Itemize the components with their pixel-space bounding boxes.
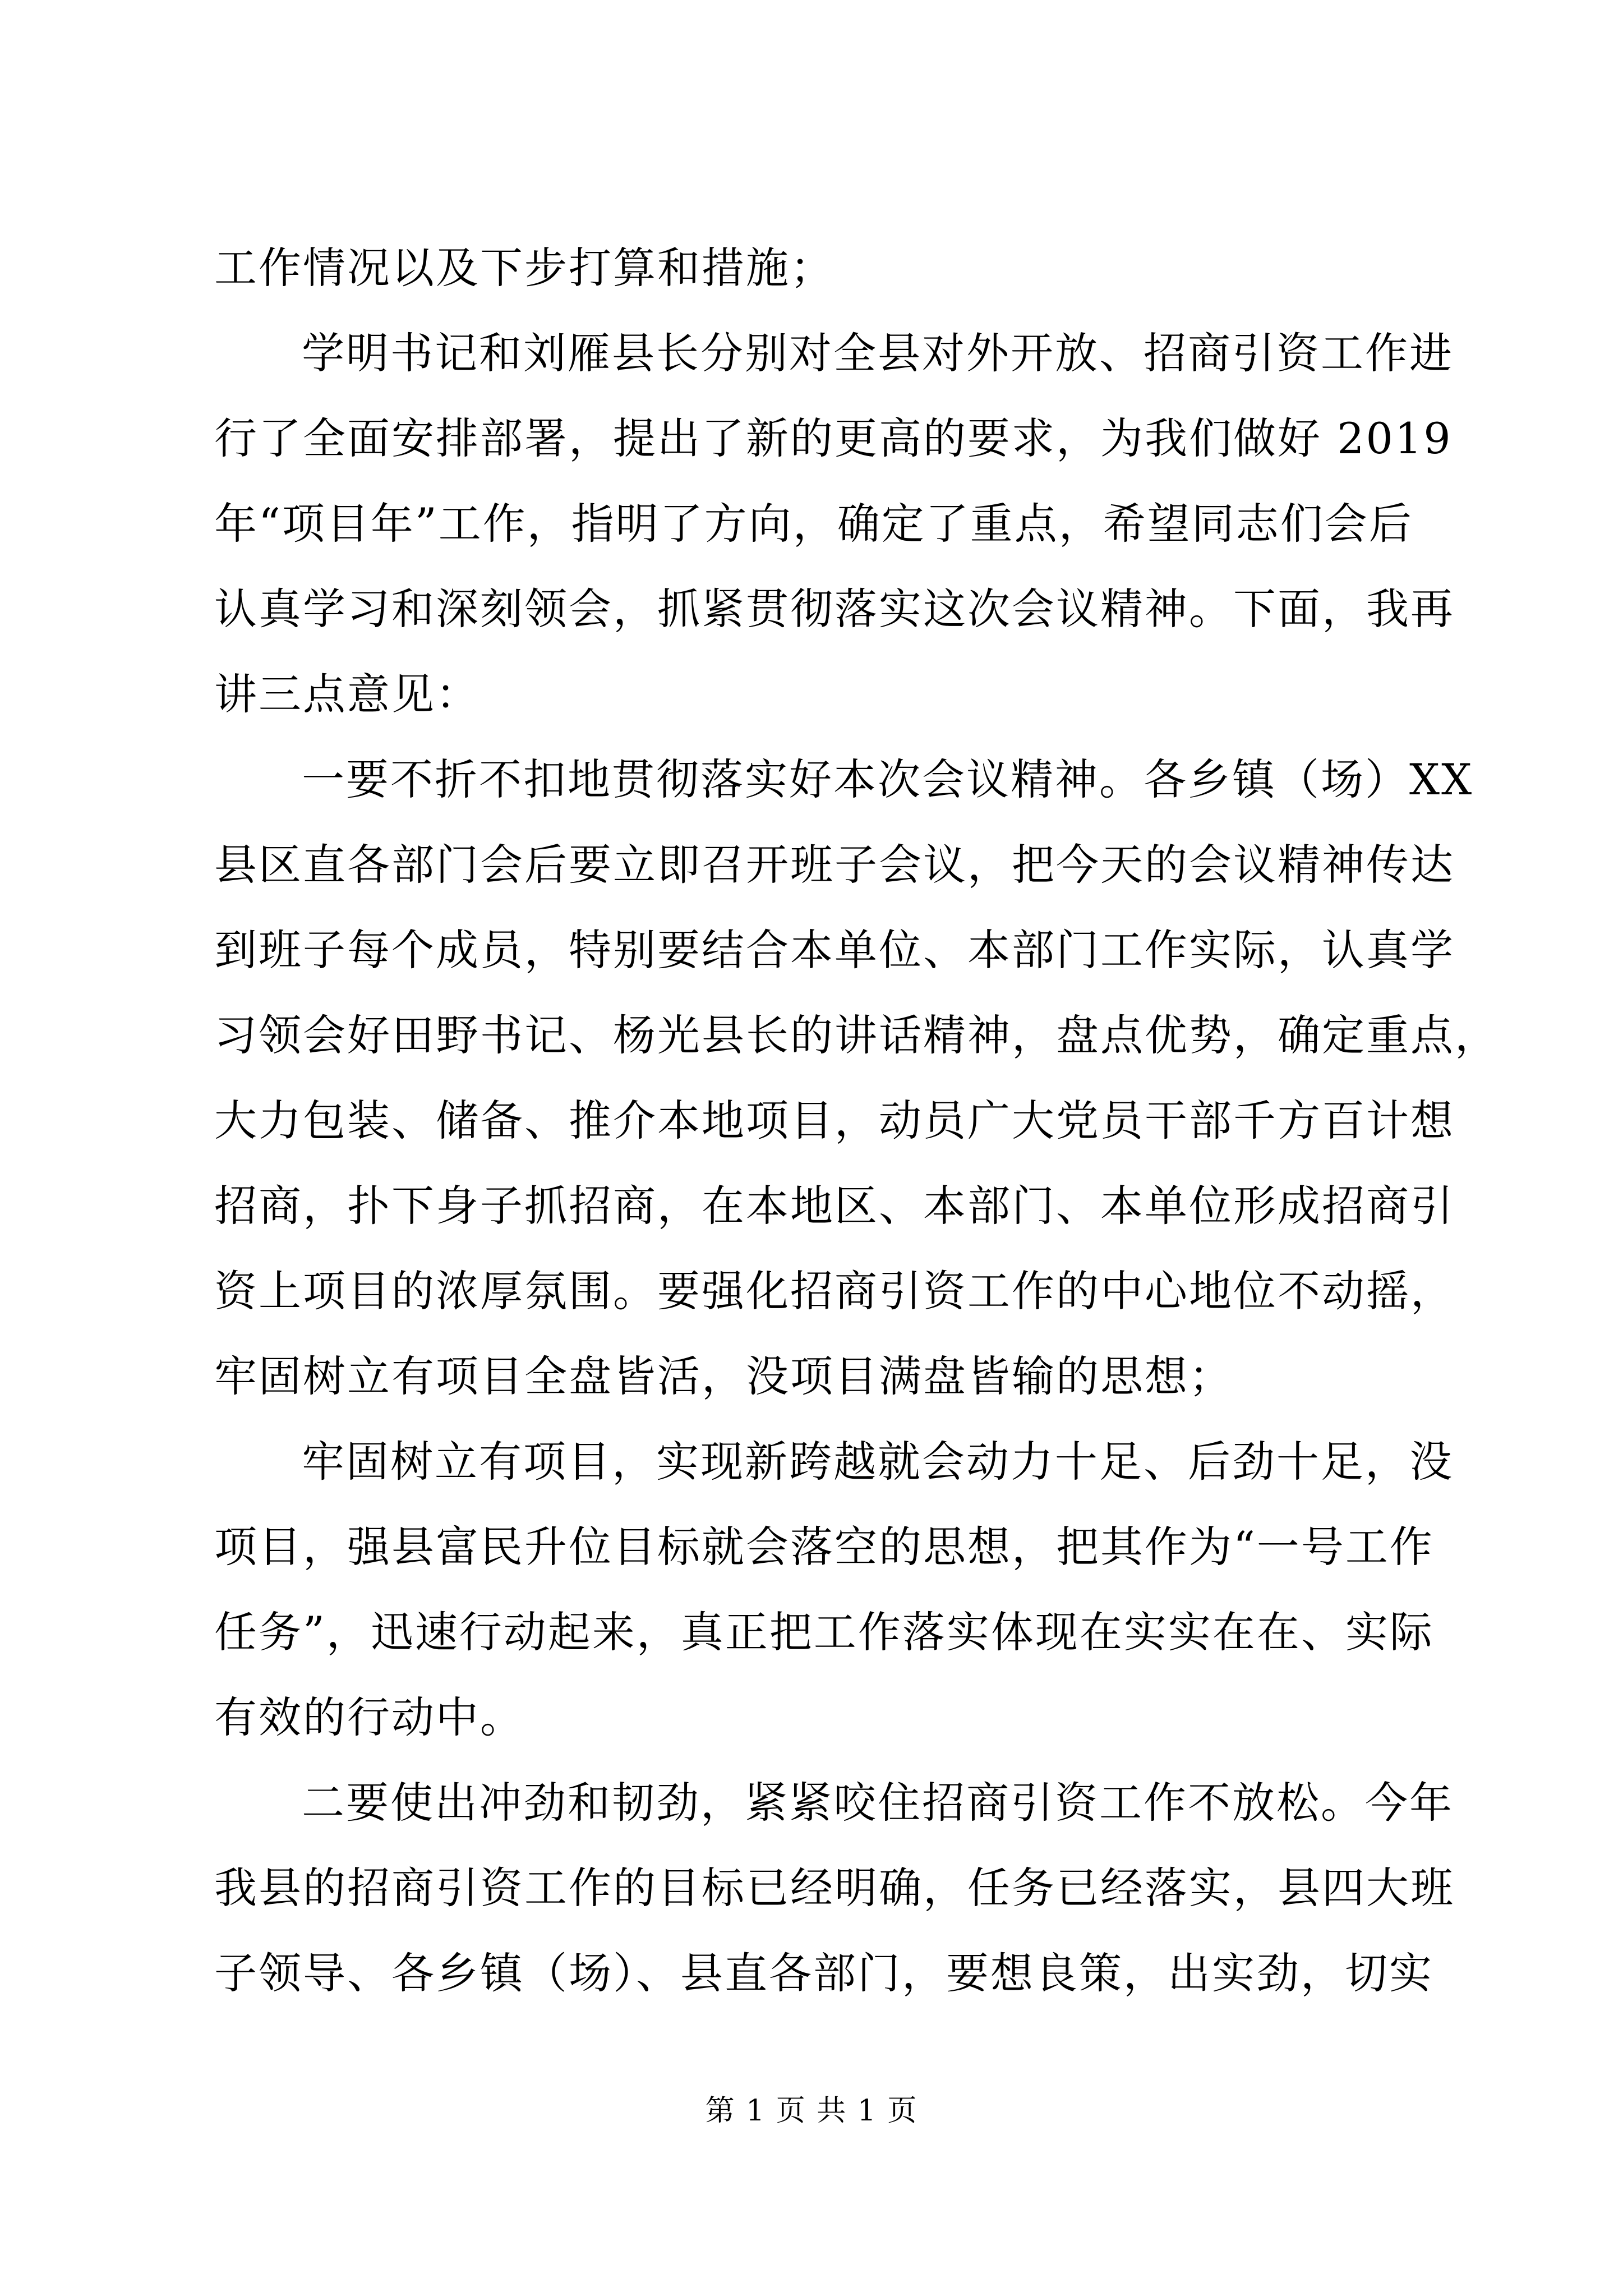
paragraph <box>214 311 1455 737</box>
text-line: 牢固树立有项目全盘皆活，没项目满盘皆输的思想； <box>214 1351 1233 1401</box>
text-line: 招商，扑下身子抓招商，在本地区、本部门、本单位形成招商引 <box>214 1181 1455 1231</box>
text-line: 习领会好田野书记、杨光县长的讲话精神，盘点优势，确定重点， <box>214 1010 1499 1060</box>
text-line: 二要使出冲劲和韧劲，紧紧咬住招商引资工作不放松。今年 <box>302 1778 1454 1828</box>
text-line: 我县的招商引资工作的目标已经明确，任务已经落实，县四大班 <box>214 1863 1455 1913</box>
paragraph <box>214 737 1499 1419</box>
text-line: 项目，强县富民升位目标就会落空的思想，把其作为“一号工作 <box>214 1522 1434 1572</box>
text-line: 讲三点意见： <box>214 669 480 719</box>
text-line: 行了全面安排部署，提出了新的更高的要求，为我们做好 2019 <box>214 413 1453 463</box>
text-line: 认真学习和深刻领会，抓紧贯彻落实这次会议精神。下面，我再 <box>214 584 1455 634</box>
document-body <box>214 226 1499 2016</box>
text-line: 学明书记和刘雁县长分别对全县对外开放、招商引资工作进 <box>302 328 1454 378</box>
text-line: 任务”，迅速行动起来，真正把工作落实体现在实实在在、实际 <box>214 1607 1434 1657</box>
text-line: 工作情况以及下步打算和措施； <box>214 243 834 293</box>
text-line: 一要不折不扣地贯彻落实好本次会议精神。各乡镇（场）XX <box>302 754 1474 804</box>
text-line: 县区直各部门会后要立即召开班子会议，把今天的会议精神传达 <box>214 840 1455 890</box>
paragraph <box>214 1760 1455 2016</box>
page-footer <box>0 2091 1623 2131</box>
text-line: 资上项目的浓厚氛围。要强化招商引资工作的中心地位不动摇， <box>214 1266 1455 1316</box>
paragraph <box>214 226 1412 311</box>
text-line: 到班子每个成员，特别要结合本单位、本部门工作实际，认真学 <box>214 925 1455 975</box>
text-line: 子领导、各乡镇（场）、县直各部门，要想良策，出实劲，切实 <box>214 1948 1433 1998</box>
page-number-label: 第 1 页 共 1 页 <box>705 2094 918 2128</box>
text-line: 大力包装、储备、推介本地项目，动员广大党员干部千方百计想 <box>214 1096 1455 1145</box>
paragraph <box>214 1419 1454 1760</box>
text-line: 牢固树立有项目，实现新跨越就会动力十足、后劲十足，没 <box>302 1437 1454 1487</box>
text-line: 有效的行动中。 <box>214 1692 524 1742</box>
text-line: 年“项目年”工作，指明了方向，确定了重点，希望同志们会后 <box>214 499 1413 549</box>
